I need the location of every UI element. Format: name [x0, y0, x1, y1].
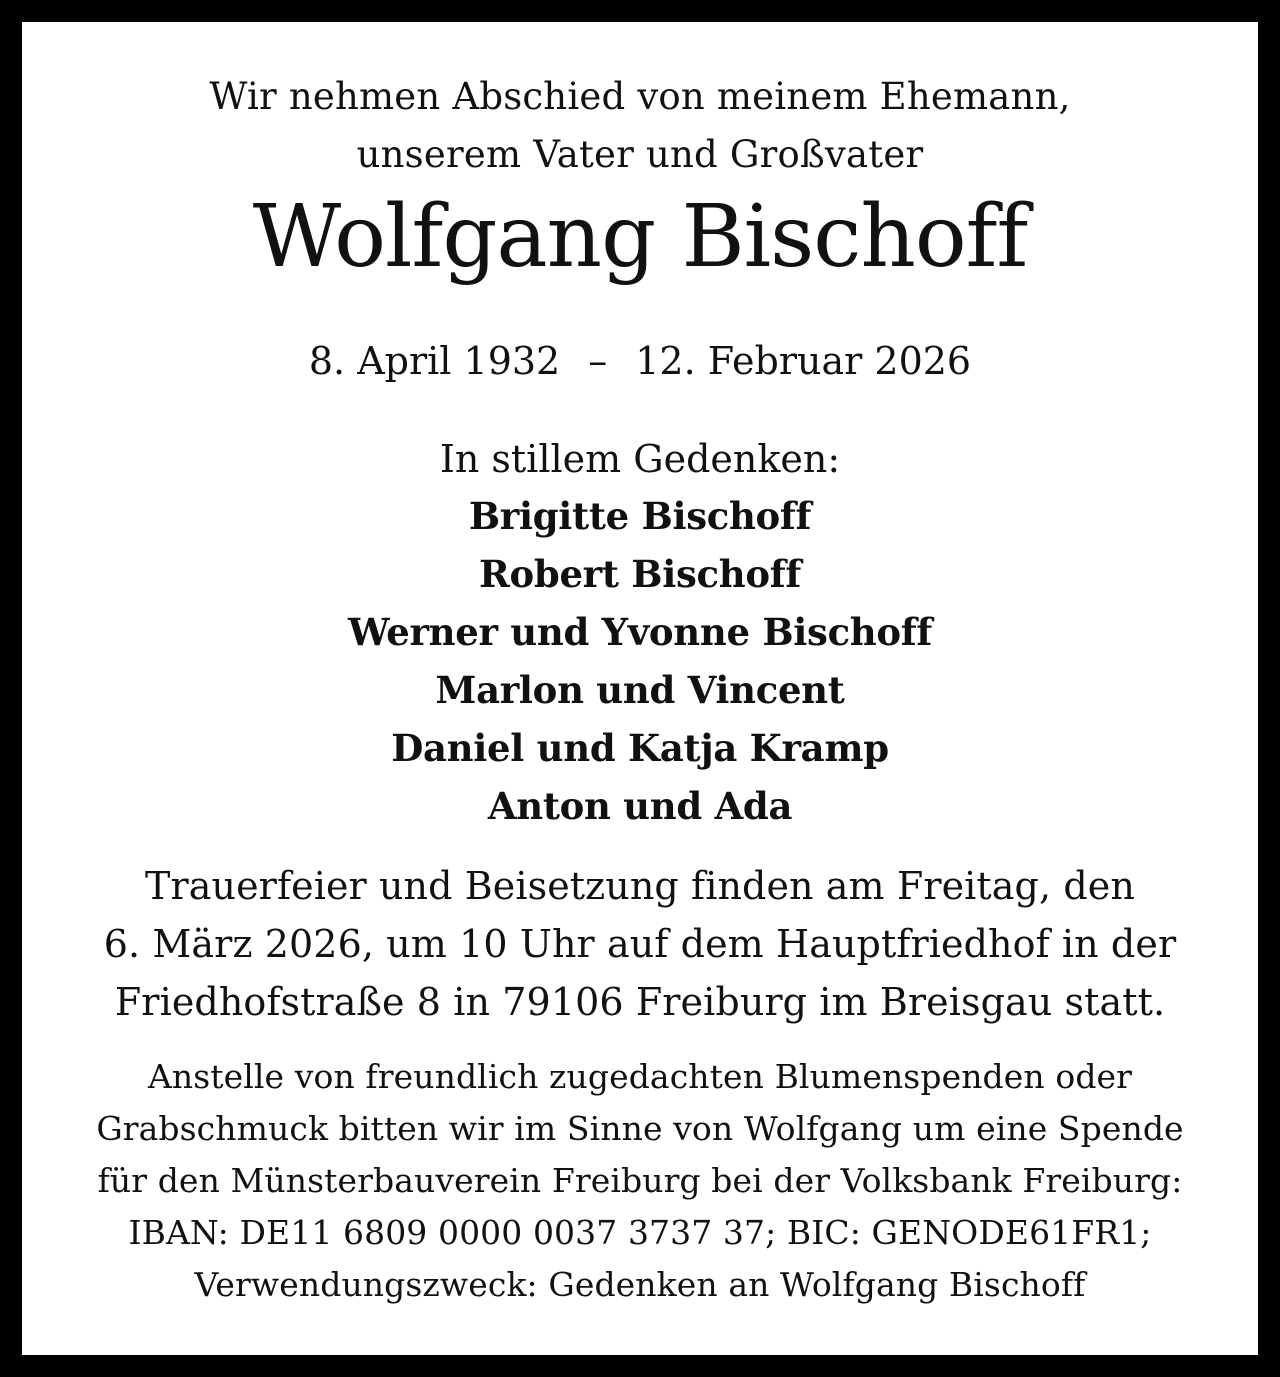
donation-line-4: IBAN: DE11 6809 0000 0037 3737 37; BIC: GENODE61FR1;: [128, 1213, 1152, 1252]
donation-line-2: Grabschmuck bitten wir im Sinne von Wolfgang um eine Spende: [96, 1109, 1184, 1148]
donation-line-5: Verwendungszweck: Gedenken an Wolfgang Bischoff: [194, 1265, 1086, 1304]
donation-line-3: für den Münsterbauverein Freiburg bei der Volksbank Freiburg:: [97, 1161, 1183, 1200]
death-date: 12. Februar 2026: [635, 339, 972, 383]
life-dates: [22, 339, 1258, 383]
date-separator: –: [588, 339, 608, 383]
mourner-6: Anton und Ada: [487, 784, 793, 828]
ceremony-line-2: 6. März 2026, um 10 Uhr auf dem Hauptfriedhof in der: [103, 922, 1177, 966]
deceased-name: Wolfgang Bischoff: [252, 187, 1028, 287]
memory-heading: In stillem Gedenken:: [439, 437, 841, 481]
mourner-2: Robert Bischoff: [479, 552, 801, 596]
mourner-4: Marlon und Vincent: [435, 668, 845, 712]
mourner-1: Brigitte Bischoff: [468, 494, 812, 538]
ceremony-line-3: Friedhofstraße 8 in 79106 Freiburg im Breisgau statt.: [114, 980, 1166, 1024]
mourner-3: Werner und Yvonne Bischoff: [347, 610, 933, 654]
mourner-5: Daniel und Katja Kramp: [391, 726, 889, 770]
donation-line-1: Anstelle von freundlich zugedachten Blumenspenden oder: [147, 1057, 1133, 1096]
birth-date: 8. April 1932: [308, 339, 561, 383]
intro-line-2: unserem Vater und Großvater: [356, 133, 924, 176]
intro-line-1: Wir nehmen Abschied von meinem Ehemann,: [209, 75, 1071, 118]
ceremony-line-1: Trauerfeier und Beisetzung finden am Freitag, den: [145, 864, 1135, 908]
